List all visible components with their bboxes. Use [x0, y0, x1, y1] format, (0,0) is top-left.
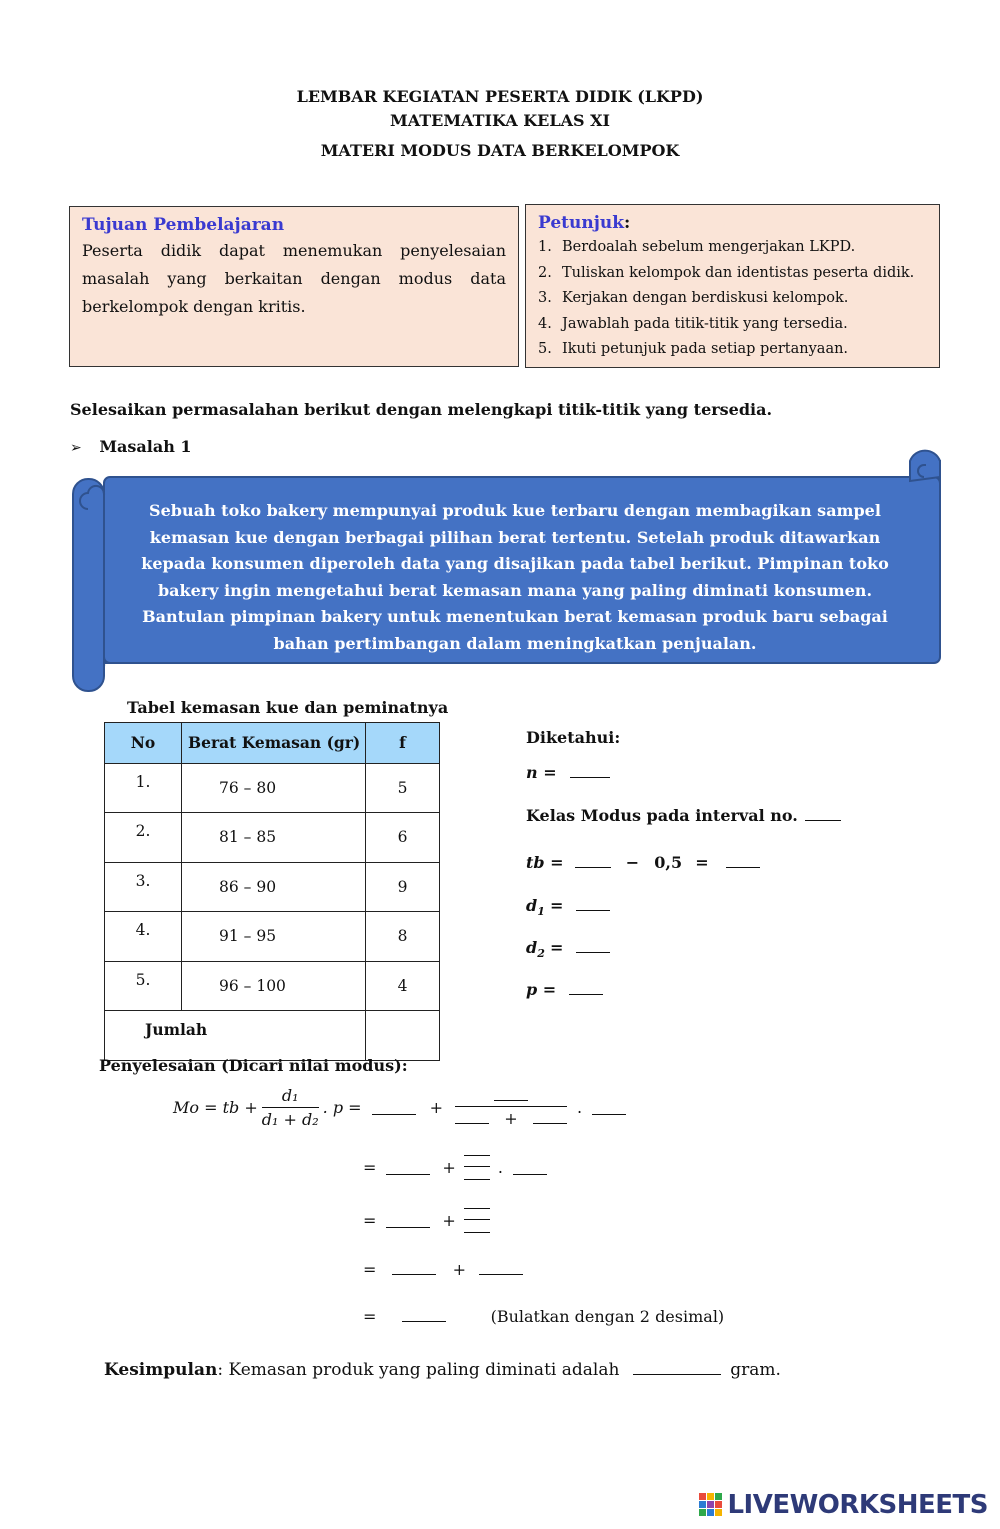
- answer-blank[interactable]: [479, 1260, 523, 1275]
- answer-blank[interactable]: [392, 1260, 436, 1275]
- table-row: [105, 862, 440, 912]
- answer-blank[interactable]: [513, 1160, 547, 1175]
- tujuan-title: Tujuan Pembelajaran: [82, 215, 285, 235]
- tb-blank-2[interactable]: [726, 853, 760, 868]
- table-row: [105, 961, 440, 1011]
- answer-blank[interactable]: [372, 1100, 416, 1115]
- petunjuk-item: 5. Ikuti petunjuk pada setiap pertanyaan.: [538, 341, 849, 357]
- header-line-1: LEMBAR KEGIATAN PESERTA DIDIK (LKPD): [296, 87, 704, 106]
- d1-row: $d_1$ =: [526, 896, 610, 918]
- table-row: [105, 912, 440, 962]
- liveworksheets-logo: LIVEWORKSHEETS: [698, 1490, 988, 1520]
- tb-row: tb = − 0,5 =: [526, 853, 760, 872]
- table-header-row: [105, 723, 440, 764]
- header-no: No: [105, 723, 182, 764]
- formula-row-2: = + .: [363, 1152, 547, 1182]
- final-answer-blank[interactable]: [402, 1307, 446, 1322]
- cell-f: 5: [366, 763, 440, 813]
- total-label: Jumlah: [105, 1011, 366, 1061]
- small-fraction: [464, 1208, 490, 1233]
- tb-blank-1[interactable]: [575, 853, 611, 868]
- p-row: p =: [526, 980, 603, 999]
- kemasan-table: [104, 722, 440, 1061]
- masalah-heading: ➢ Masalah 1: [70, 437, 192, 456]
- petunjuk-item: 4. Jawablah pada titik-titik yang tersedia.: [538, 315, 848, 332]
- n-blank[interactable]: [570, 763, 610, 778]
- p-blank[interactable]: [569, 980, 603, 995]
- kelas-modus-blank[interactable]: [805, 806, 841, 821]
- cell-no: 2.: [105, 813, 182, 863]
- petunjuk-item: 3. Kerjakan dengan berdiskusi kelompok.: [538, 290, 849, 306]
- cell-f: 4: [366, 961, 440, 1011]
- answer-blank[interactable]: [533, 1109, 567, 1124]
- total-input[interactable]: [366, 1011, 440, 1061]
- cell-f: 8: [366, 912, 440, 962]
- cell-berat: 91 – 95: [182, 912, 366, 962]
- n-row: n =: [526, 763, 610, 782]
- petunjuk-box: [525, 204, 940, 368]
- scroll-banner-text: Sebuah toko bakery mempunyai produk kue terbaru dengan membagikan sampel kemasan kue dengan berbagai pilihan berat tertentu. Setelah produk ditawarkan kepada konsumen diperoleh data yang disajikan pada tabel berikut. Pimpinan toko bakery ingin mengetahui berat kemasan mana yang paling diminati konsumen. Bantulan pimpinan bakery untuk menentukan berat kemasan produk baru sebagai bahan pertimbangan dalam meningkatkan penjualan.: [141, 501, 889, 653]
- formula-row-5: = (Bulatkan dengan 2 desimal): [363, 1307, 725, 1326]
- petunjuk-item: 1. Berdoalah sebelum mengerjakan LKPD.: [538, 239, 856, 255]
- formula-row-3: = +: [363, 1205, 490, 1235]
- answer-blank[interactable]: [386, 1213, 430, 1228]
- modus-fraction: $\frac{\text{d₁}}{\text{d₁ + d₂}}$: [261, 1085, 319, 1129]
- cell-no: 5.: [105, 961, 182, 1011]
- d1-blank[interactable]: [576, 896, 610, 911]
- cell-no: 4.: [105, 912, 182, 962]
- header-berat: Berat Kemasan (gr): [182, 723, 366, 764]
- tujuan-box: [69, 206, 519, 367]
- tujuan-text: Peserta didik dapat menemukan penyelesaian masalah yang berkaitan dengan modus data berkelompok dengan kritis.: [82, 241, 506, 316]
- kesimpulan-blank[interactable]: [633, 1360, 721, 1375]
- d2-blank[interactable]: [576, 938, 610, 953]
- petunjuk-list: [538, 235, 927, 363]
- kelas-modus-row: Kelas Modus pada interval no.: [526, 806, 841, 825]
- cell-berat: 96 – 100: [182, 961, 366, 1011]
- petunjuk-item: 2. Tuliskan kelompok dan identistas peserta didik.: [538, 264, 915, 281]
- cell-berat: 81 – 85: [182, 813, 366, 863]
- formula-row-4: = +: [363, 1260, 523, 1279]
- table-total-row: [105, 1011, 440, 1061]
- answer-fraction: +: [455, 1086, 567, 1128]
- diketahui-title: Diketahui:: [526, 728, 621, 747]
- cell-no: 1.: [105, 763, 182, 813]
- cell-berat: 86 – 90: [182, 862, 366, 912]
- liveworksheets-icon: [698, 1492, 724, 1518]
- table-row: [105, 813, 440, 863]
- answer-blank[interactable]: [494, 1086, 528, 1101]
- header-line-2: MATEMATIKA KELAS XI: [389, 111, 611, 130]
- cell-no: 3.: [105, 862, 182, 912]
- answer-blank[interactable]: [386, 1160, 430, 1175]
- table-row: [105, 763, 440, 813]
- formula-row-1: Mo = tb + $\frac{\text{d₁}}{\text{d₁ + d₂}}$ . p = + + .: [173, 1080, 626, 1134]
- arrow-bullet-icon: ➢: [70, 440, 82, 456]
- cell-berat: 76 – 80: [182, 763, 366, 813]
- answer-blank[interactable]: [455, 1109, 489, 1124]
- cell-f: 6: [366, 813, 440, 863]
- instruction-text: Selesaikan permasalahan berikut dengan melengkapi titik-titik yang tersedia.: [70, 400, 773, 419]
- header-f: f: [366, 723, 440, 764]
- kesimpulan-row: Kesimpulan: Kemasan produk yang paling diminati adalah gram.: [104, 1360, 781, 1380]
- cell-f: 9: [366, 862, 440, 912]
- table-caption: Tabel kemasan kue dan peminatnya: [127, 698, 449, 717]
- penyelesaian-title: Penyelesaian (Dicari nilai modus):: [99, 1056, 408, 1075]
- answer-blank[interactable]: [592, 1100, 626, 1115]
- round-note: (Bulatkan dengan 2 desimal): [490, 1307, 725, 1326]
- petunjuk-title: Petunjuk:: [538, 213, 631, 233]
- small-fraction: [464, 1155, 490, 1180]
- d2-row: $d_2$ =: [526, 938, 610, 960]
- header-line-3: MATERI MODUS DATA BERKELOMPOK: [320, 141, 680, 160]
